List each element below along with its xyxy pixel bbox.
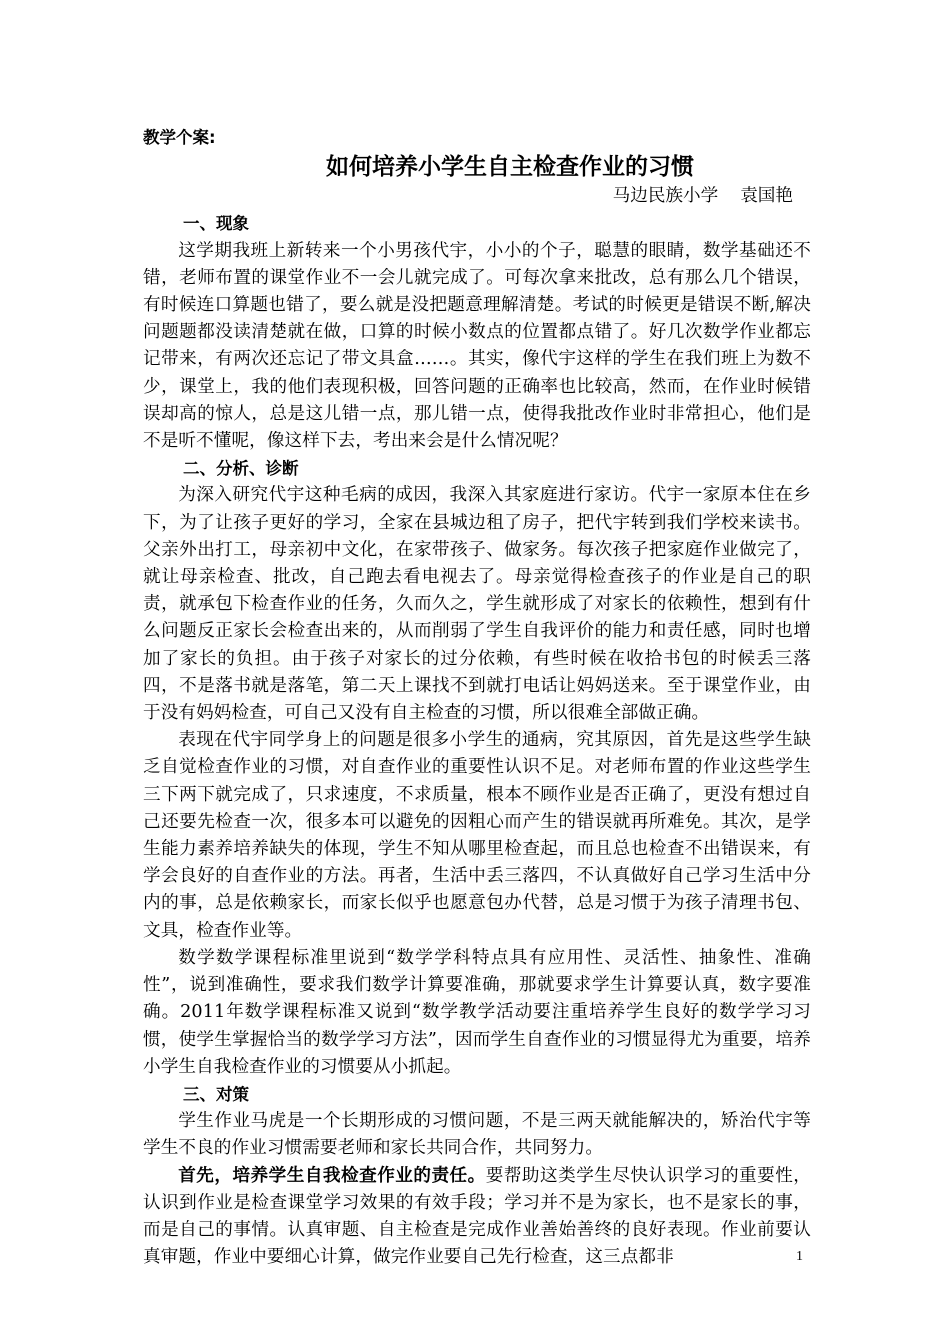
strategy-paragraph-2-text: 要帮助这类学生尽快认识学习的重要性，认识到作业是检查课堂学习效果的有效手段；学习并不是为家长，也不是家长的事，而是自己的事情。认真审题、自主检查是完成作业善始善终的良好表现。作业前要认真审题，作业中要细心计算，做完作业要自己先行检查，这三点都非: [143, 1165, 811, 1268]
author-name: 袁国艳: [740, 186, 793, 207]
document-title: 如何培养小学生自主检查作业的习惯: [326, 154, 694, 181]
section-heading-phenomenon: 一、现象: [183, 214, 249, 234]
strategy-paragraph-1: 学生作业马虎是一个长期形成的习惯问题，不是三两天就能解决的，矫治代宇等学生不良的作业习惯需要老师和家长共同合作，共同努力。: [143, 1111, 811, 1159]
strategy-paragraph-2: [143, 1163, 811, 1272]
school-name: 马边民族小学: [612, 186, 719, 207]
section-heading-analysis: 二、分析、诊断: [183, 459, 299, 479]
page-number: 1: [796, 1249, 803, 1264]
case-label: 教学个案:: [143, 128, 216, 147]
phenomenon-paragraph: 这学期我班上新转来一个小男孩代宇，小小的个子，聪慧的眼睛，数学基础还不错，老师布置的课堂作业不一会儿就完成了。可每次拿来批改，总有那么几个错误，有时候连口算题也错了，要么就是没把题意理解清楚。考试的时候更是错误不断,解决问题题都没读清楚就在做，口算的时候小数点的位置都点错了。好几次数学作业都忘记带来，有两次还忘记了带文具盒……。其实，像代宇这样的学生在我们班上为数不少，课堂上，我的他们表现积极，回答问题的正确率也比较高，然而，在作业时候错误却高的惊人，总是这儿错一点，那儿错一点，使得我批改作业时非常担心，他们是不是听不懂呢，像这样下去，考出来会是什么情况呢？: [143, 240, 811, 452]
section-heading-strategy: 三、对策: [183, 1084, 249, 1104]
analysis-paragraph-3: 数学数学课程标准里说到“数学学科特点具有应用性、灵活性、抽象性、准确性”，说到准确性，要求我们数学计算要准确，那就要求学生计算要认真，数字要准确。2011年数学课程标准又说到“数学教学活动要注重培养学生良好的数学学习习惯，使学生掌握恰当的数学学习方法”，因而学生自查作业的习惯显得尤为重要，培养小学生自我检查作业的习惯要从小抓起。: [143, 947, 811, 1077]
document-body: [143, 124, 811, 1271]
analysis-paragraph-1: 为深入研究代宇这种毛病的成因，我深入其家庭进行家访。代宇一家原本住在乡下，为了让孩子更好的学习，全家在县城边租了房子，把代宇转到我们学校来读书。父亲外出打工，母亲初中文化，在家带孩子、做家务。每次孩子把家庭作业做完了，就让母亲检查、批改，自己跑去看电视去了。母亲觉得检查孩子的作业是自己的职责，就承包下检查作业的任务，久而久之，学生就形成了对家长的依赖性，想到有什么问题反正家长会检查出来的，从而削弱了学生自我评价的能力和责任感，同时也增加了家长的负担。由于孩子对家长的过分依赖，有些时候在收拾书包的时候丢三落四，不是落书就是落笔，第二天上课找不到就打电话让妈妈送来。至于课堂作业，由于没有妈妈检查，可自己又没有自主检查的习惯，所以很难全部做正确。: [143, 485, 811, 724]
analysis-paragraph-2: 表现在代宇同学身上的问题是很多小学生的通病，究其原因，首先是这些学生缺乏自觉检查作业的习惯，对自查作业的重要性认识不足。对老师布置的作业这些学生三下两下就完成了，只求速度，不求质量，根本不顾作业是否正确了，更没有想过自己还要先检查一次，很多本可以避免的因粗心而产生的错误就再所难免。其次，是学生能力素养培养缺失的体现，学生不知从哪里检查起，而且总也检查不出错误来，有学会良好的自查作业的方法。再者，生活中丢三落四，不认真做好自己学习生活中分内的事，总是依赖家长，而家长似乎也愿意包办代替，总是习惯于为孩子清理书包、文具，检查作业等。: [143, 730, 811, 941]
author-line: [143, 183, 811, 210]
strategy-lead-sentence: 首先，培养学生自我检查作业的责任。: [178, 1165, 486, 1186]
